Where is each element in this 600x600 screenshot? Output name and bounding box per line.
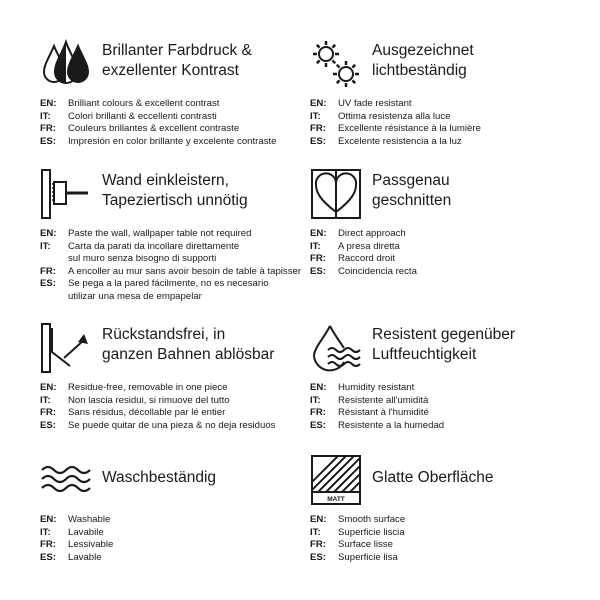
translation-row: FR: Excellente résistance à la lumière bbox=[310, 123, 481, 135]
translation-row: IT: Resistente all'umidità bbox=[310, 394, 429, 406]
translation-row: EN: UV fade resistant bbox=[310, 98, 412, 109]
matt-surface-icon bbox=[310, 454, 362, 506]
paste-brush-icon bbox=[40, 168, 92, 220]
translation-list bbox=[40, 382, 320, 432]
translation-row: ES: Impresión en color brillante y excelente contraste bbox=[40, 135, 277, 147]
translation-row: FR: Lessivable bbox=[40, 539, 114, 551]
translation-row: IT: Superficie liscia bbox=[310, 526, 405, 538]
translation-row: EN: Humidity resistant bbox=[310, 382, 415, 393]
translation-row: EN: Washable bbox=[40, 514, 111, 525]
translation-row: IT: Lavabile bbox=[40, 526, 104, 538]
translation-row: EN: Smooth surface bbox=[310, 514, 406, 525]
heart-match-icon bbox=[310, 168, 362, 220]
translation-row: FR: Résistant à l'humidité bbox=[310, 407, 429, 419]
translation-row: EN: Brilliant colours & excellent contrast bbox=[40, 98, 220, 109]
feature-title: Ausgezeichnet lichtbeständig bbox=[372, 42, 474, 79]
translation-row: ES: Se pega a la pared fácilmente, no es necesario utilizar una mesa de empapelar bbox=[40, 278, 269, 302]
feature-title: Brillanter Farbdruck & exzellenter Kontrast bbox=[102, 42, 252, 79]
translation-row: ES: Se puede quitar de una pieza & no deja residuos bbox=[40, 419, 276, 431]
feature-title: Waschbeständig bbox=[102, 469, 217, 486]
ink-drops-icon bbox=[40, 38, 92, 90]
feature-title: Passgenau geschnitten bbox=[372, 172, 452, 209]
matt-label: MATT bbox=[327, 496, 345, 503]
translation-list bbox=[40, 514, 320, 564]
translation-list bbox=[310, 382, 590, 432]
translation-row: FR: Raccord droit bbox=[310, 253, 396, 265]
translation-row: ES: Superficie lisa bbox=[310, 551, 398, 563]
translation-list bbox=[40, 228, 320, 304]
translation-list bbox=[310, 228, 590, 278]
translation-row: IT: Colori brillanti & eccellenti contrasti bbox=[40, 110, 217, 122]
translation-row: FR: Surface lisse bbox=[310, 539, 393, 551]
translation-row: ES: Excelente resistencia a la luz bbox=[310, 135, 462, 147]
translation-row: IT: Ottima resistenza alla luce bbox=[310, 110, 451, 122]
translation-row: FR: Sans résidus, décollable par lé entier bbox=[40, 407, 226, 419]
humidity-drop-icon bbox=[310, 322, 362, 374]
translation-row: EN: Direct approach bbox=[310, 228, 406, 239]
feature-title: Glatte Oberfläche bbox=[372, 469, 494, 486]
feature-title: Rückstandsfrei, in ganzen Bahnen ablösbar bbox=[102, 326, 275, 363]
translation-row: ES: Lavable bbox=[40, 551, 102, 563]
translation-row: IT: A presa diretta bbox=[310, 240, 400, 252]
translation-row: FR: Couleurs brillantes & excellent contraste bbox=[40, 123, 240, 135]
translation-row: EN: Residue-free, removable in one piece bbox=[40, 382, 228, 393]
sun-gears-icon bbox=[310, 38, 362, 90]
translation-row: EN: Paste the wall, wallpaper table not required bbox=[40, 228, 252, 239]
translation-row: FR: A encoller au mur sans avoir besoin de table à tapisser bbox=[40, 265, 302, 277]
waves-icon bbox=[40, 454, 92, 506]
translation-list bbox=[310, 514, 590, 564]
translation-list bbox=[40, 98, 320, 148]
feature-title: Wand einkleistern, Tapeziertisch unnötig bbox=[102, 172, 248, 209]
feature-title: Resistent gegenüber Luftfeuchtigkeit bbox=[372, 326, 516, 363]
translation-list bbox=[310, 98, 590, 148]
translation-row: IT: Non lascia residui, si rimuove del tutto bbox=[40, 394, 230, 406]
translation-row: ES: Resistente a la humedad bbox=[310, 419, 445, 431]
peel-off-icon bbox=[40, 322, 92, 374]
translation-row: IT: Carta da parati da incollare direttamente sul muro senza bisogno di supporti bbox=[40, 240, 240, 265]
translation-row: ES: Coincidencia recta bbox=[310, 265, 417, 277]
